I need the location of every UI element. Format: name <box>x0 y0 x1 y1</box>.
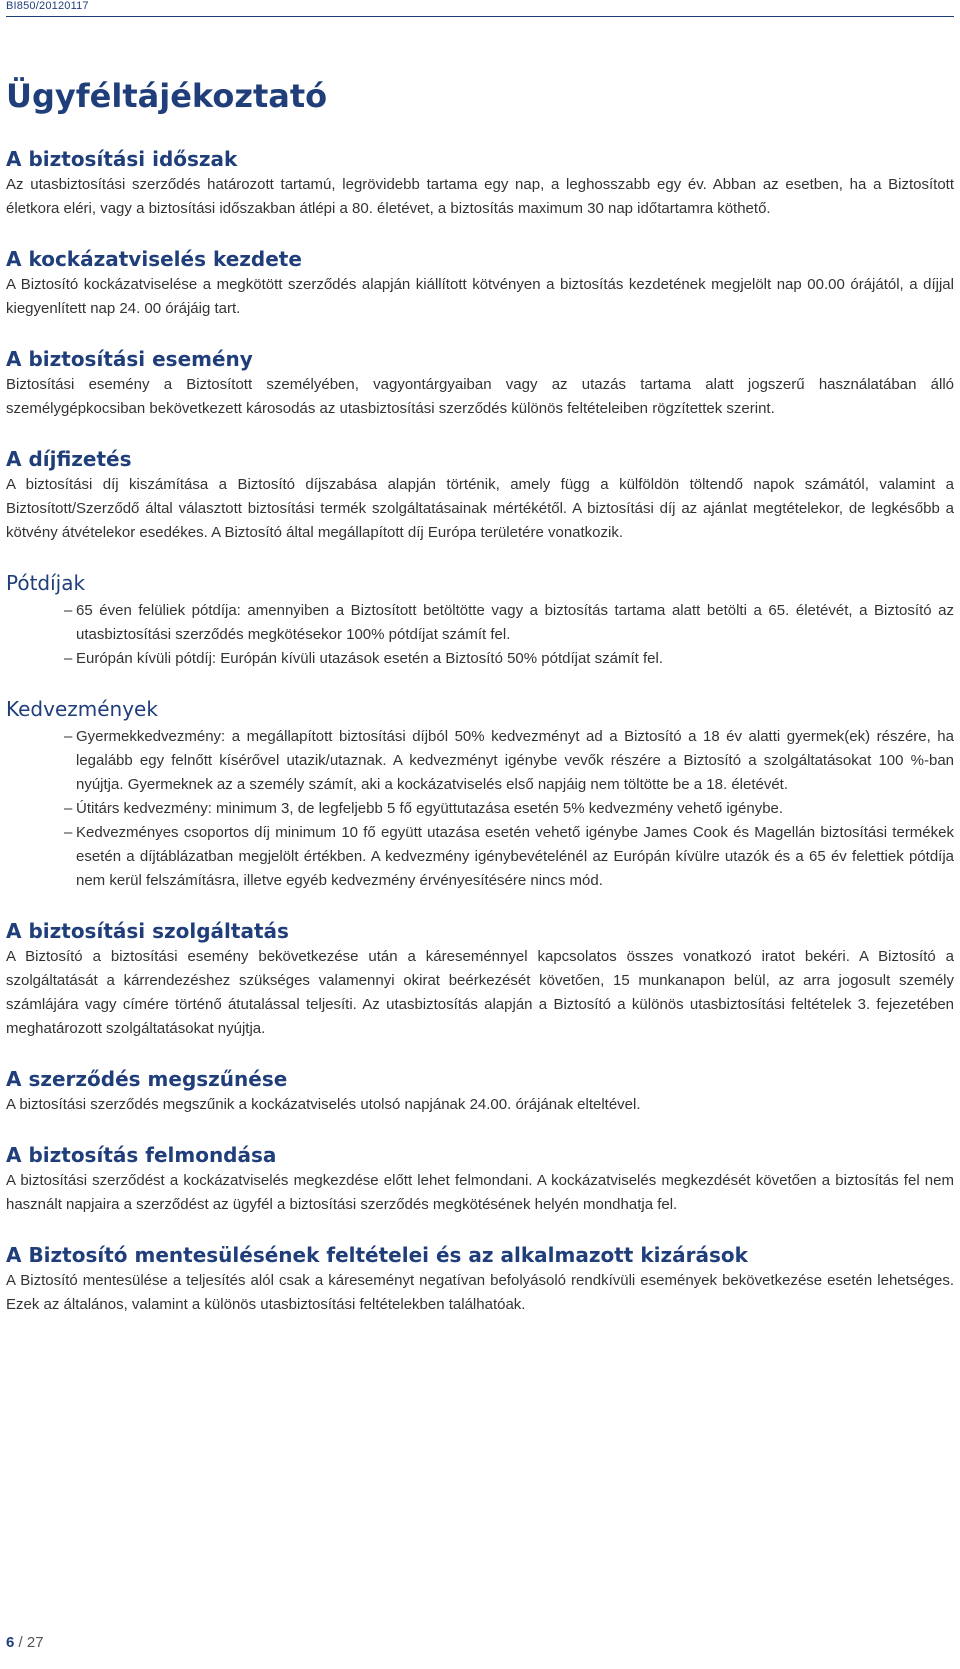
page-number <box>6 1634 44 1651</box>
section-kockazatviseles-kezdete <box>6 247 954 321</box>
section-potdijak <box>6 571 954 671</box>
section-title: Pótdíjak <box>6 570 86 595</box>
section-szerzodes-megszunese <box>6 1067 954 1117</box>
section-title: A biztosítási időszak <box>6 146 238 171</box>
page-header <box>6 0 954 17</box>
section-title: A Biztosító mentesülésének feltételei és az alkalmazott kizárások <box>6 1242 748 1267</box>
list-item-text: Európán kívüli pótdíj: Európán kívüli utazások esetén a Biztosító 50% pótdíjat számít fel. <box>76 649 663 667</box>
section-biztositasi-szolgaltatas <box>6 919 954 1041</box>
list-item <box>64 599 954 647</box>
dash-bullet-icon: – <box>64 727 73 745</box>
section-biztositas-felmondasa <box>6 1143 954 1217</box>
section-body: A biztosítási szerződés megszűnik a kockázatviselés utolsó napjának 24.00. órájának elteltével. <box>6 1095 641 1113</box>
section-dijfizetes <box>6 447 954 545</box>
list-item-text: Útitárs kedvezmény: minimum 3, de legfeljebb 5 fő együttutazása esetén 5% kedvezmény vehető igénybe. <box>76 799 784 817</box>
section-body: A Biztosító kockázatviselése a megkötött szerződés alapján kiállított kötvényen a biztosítás kezdetének megjelölt nap 00.00 órájától, a díjjal kiegyenlített nap 24. 00 órájáig tart. <box>6 275 954 317</box>
list-item <box>64 821 954 893</box>
section-title: A biztosítás felmondása <box>6 1142 277 1167</box>
section-mentesules <box>6 1243 954 1317</box>
section-body: A Biztosító mentesülése a teljesítés alól csak a káreseményt negatívan befolyásoló rendkívüli események bekövetkezése esetén lehetséges. Ezek az általános, valamint a különös utasbiztosítási feltételekben találhatóak. <box>6 1271 954 1313</box>
section-title: Kedvezmények <box>6 696 158 721</box>
section-title: A szerződés megszűnése <box>6 1066 288 1091</box>
section-biztositasi-esemeny <box>6 347 954 421</box>
page-current: 6 <box>6 1634 15 1651</box>
list-item-text: Kedvezményes csoportos díj minimum 10 fő együtt utazása esetén vehető igénybe James Cook és Magellán biztosítási termékek esetén a díjtáblázatban megjelölt értékben. A kedvezmény igénybevételénél az Európán kívülre utazók és a 65 év felettiek pótdíja nem kerül felszámításra, illetve egyéb kedvezmény érvényesítésére nincs mód. <box>76 823 954 889</box>
section-title: A díjfizetés <box>6 446 132 471</box>
section-title: A kockázatviselés kezdete <box>6 246 302 271</box>
page-separator: / <box>18 1634 23 1651</box>
list-item-text: 65 éven felüliek pótdíja: amennyiben a Biztosított betöltötte vagy a biztosítás tartama alatt betölti a 65. életévét, a Biztosító az utasbiztosítási szerződés megkötésekor 100% pótdíjat számít fel. <box>76 601 954 643</box>
dash-bullet-icon: – <box>64 823 73 841</box>
dash-bullet-icon: – <box>64 649 73 667</box>
section-title: A biztosítási esemény <box>6 346 253 371</box>
section-body: A biztosítási szerződést a kockázatviselés megkezdése előtt lehet felmondani. A kockázatviselés megkezdését követően a biztosítás fel nem használt napjaira a szerződést az ügyfél a biztosítási szerződés megkötésének helyén mondhatja fel. <box>6 1171 954 1213</box>
surcharge-list <box>6 599 954 671</box>
list-item <box>64 725 954 797</box>
section-title: A biztosítási szolgáltatás <box>6 918 289 943</box>
list-item <box>64 647 954 671</box>
page-total: 27 <box>26 1634 44 1651</box>
section-body: A biztosítási díj kiszámítása a Biztosító díjszabása alapján történik, amely függ a külföldön töltendő napok számától, valamint a Biztosított/Szerződő által választott biztosítási termék szolgáltatásainak mértékétől. A biztosítási díj az ajánlat megtételekor, de legkésőbb a kötvény átvételekor esedékes. A Biztosító által megállapított díj Európa területére vonatkozik. <box>6 475 954 541</box>
list-item-text: Gyermekkedvezmény: a megállapított biztosítási díjból 50% kedvezményt ad a Biztosító a 18 év alatti gyermek(ek) részére, ha legalább egy felnőtt kísérővel utazik/utaznak. A kedvezményt igénybe vevők részére a Biztosító a szolgáltatásokat 100 %-ban nyújtja. Gyermeknek az a személy számít, aki a kockázatviselés első napjáig nem töltötte be a 18. életévét. <box>76 727 954 793</box>
dash-bullet-icon: – <box>64 799 73 817</box>
list-item <box>64 797 954 821</box>
page-title: Ügyféltájékoztató <box>6 77 328 115</box>
section-body: A Biztosító a biztosítási esemény bekövetkezése után a káreseménnyel kapcsolatos összes vonatkozó iratot bekéri. A Biztosító a szolgáltatását a kárrendezéshez szükséges valamennyi okirat beérkezését követően, 15 munkanapon belül, az arra jogosult személy számlájára vagy címére történő átutalással teljesíti. Az utasbiztosítás alapján a Biztosító a különös utasbiztosítási feltételek 3. fejezetében meghatározott szolgáltatásokat nyújtja. <box>6 947 954 1037</box>
section-body: Biztosítási esemény a Biztosított személyében, vagyontárgyaiban vagy az utazás tartama alatt jogszerű használatában álló személygépkocsiban bekövetkezett károsodás az utasbiztosítási szerződés különös feltételeiben rögzítettek szerint. <box>6 375 954 417</box>
section-kedvezmenyek <box>6 697 954 893</box>
page-content <box>6 78 954 1343</box>
document-code: BI850/20120117 <box>6 0 89 12</box>
discount-list <box>6 725 954 893</box>
section-biztositasi-idoszak <box>6 147 954 221</box>
dash-bullet-icon: – <box>64 601 73 619</box>
section-body: Az utasbiztosítási szerződés határozott tartamú, legrövidebb tartama egy nap, a leghosszabb egy év. Abban az esetben, ha a Biztosított életkora eléri, vagy a biztosítási időszakban átlépi a 80. életévet, a biztosítás maximum 30 nap időtartamra köthető. <box>6 175 954 217</box>
